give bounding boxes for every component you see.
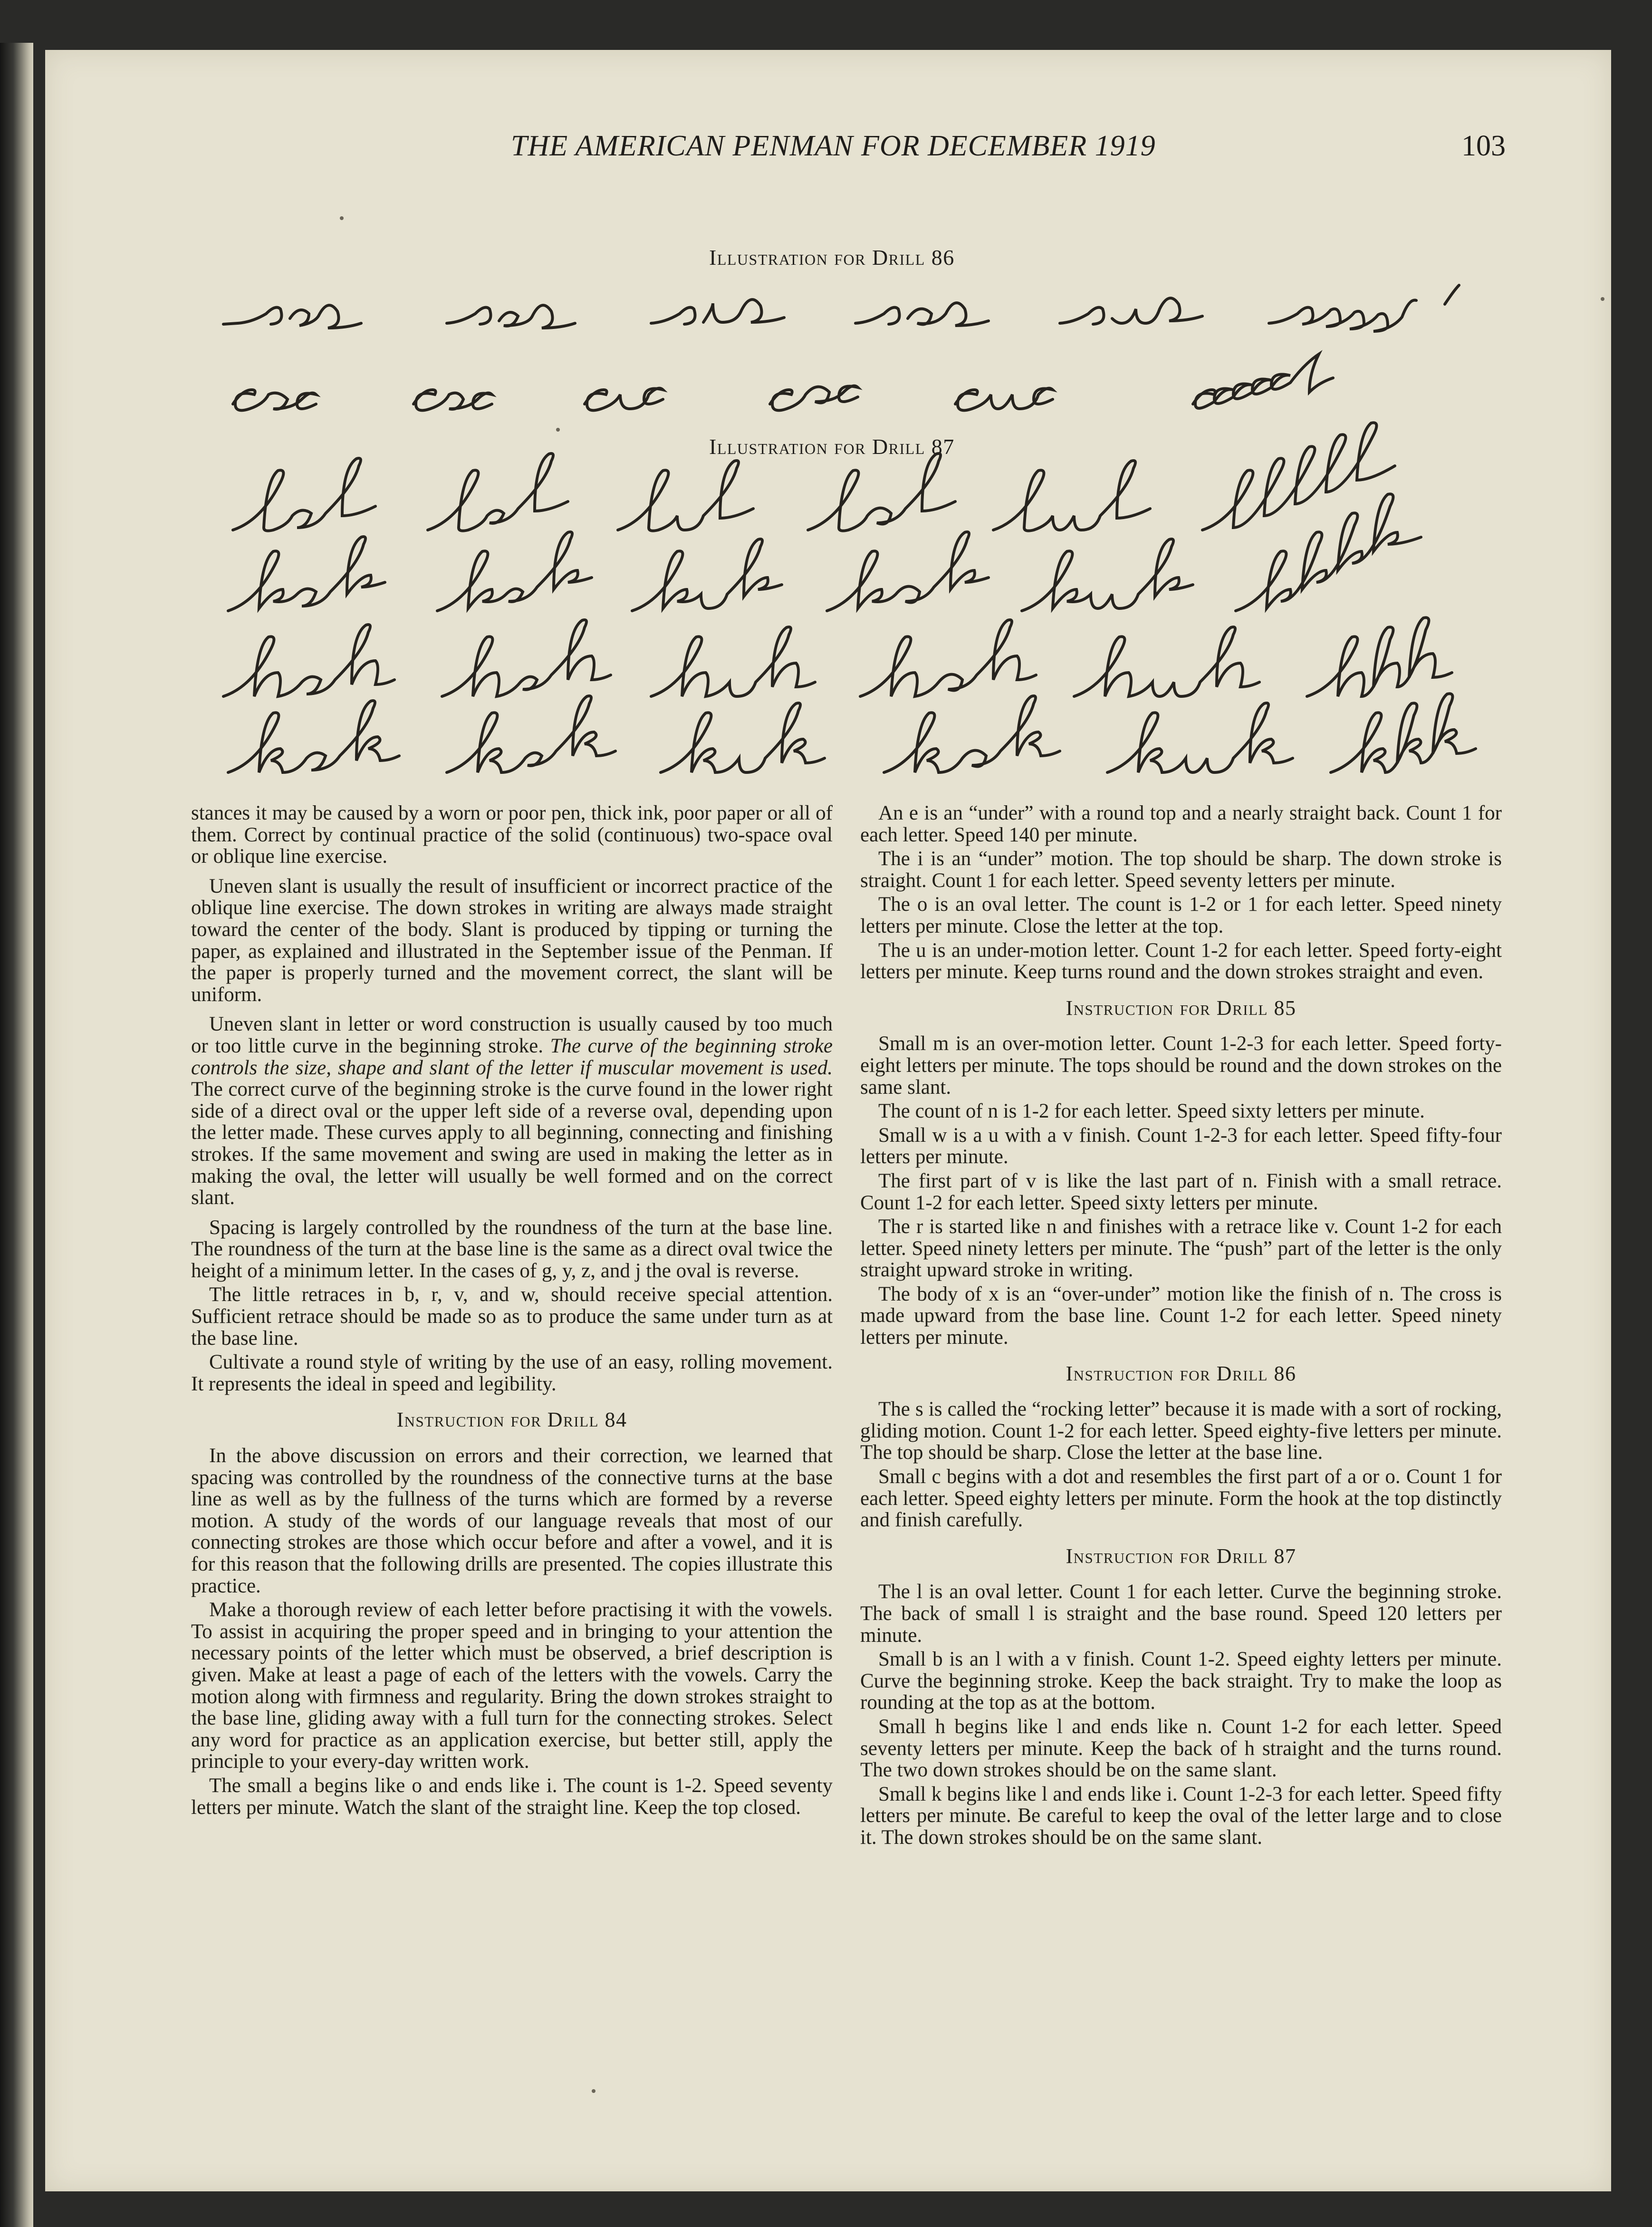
right-paragraph-8: The first part of v is like the last part of n. Finish with a small retrace. Count 1-2 for each letter. Speed sixty letters per minute. [860, 1169, 1502, 1214]
script-row-s-vowels-drawing [223, 280, 1483, 337]
paper-speck [556, 428, 560, 432]
left-paragraph-8: Make a thorough review of each letter before practising it with the vowels. To assist in acquiring the proper speed and in bringing to your attention the necessary points of the letter which must be observed, a brief description is given. Make at least a page of each of the letters with the vowels. Carry the motion along with firmness and regularity. Bring the down strokes straight to the base line, gliding away with a full turn for the connecting strokes. Select any word for practice as an application exercise, but better still, apply the principle to your every-day written work. [191, 1599, 833, 1773]
page-number: 103 [1461, 130, 1506, 162]
illustration-87-heading: Illustration for Drill 87 [709, 434, 955, 459]
instruction-85-heading: Instruction for Drill 85 [1066, 996, 1297, 1020]
right-paragraph-16: Small k begins like l and ends like i. Count 1-2-3 for each letter. Speed fifty letters per minute. Be careful to keep the oval of the letter large and to close it. The down strokes should be on the same slant. [860, 1783, 1502, 1849]
right-paragraph-7: Small w is a u with a v finish. Count 1-2-3 for each letter. Speed fifty-four letters per minute. [860, 1124, 1502, 1168]
right-paragraph-15: Small h begins like l and ends like n. Count 1-2 for each letter. Speed seventy letters per minute. Keep the back of h straight and the turns round. The two down strokes should be on the same slant. [860, 1715, 1502, 1782]
right-paragraph-11: The s is called the “rocking letter” because it is made with a sort of rocking, gliding motion. Count 1-2 for each letter. Speed eighty-five letters per minute. The top should be sharp. Close the letter at the base line. [860, 1398, 1502, 1464]
left-paragraph-2: Uneven slant is usually the result of insufficient or incorrect practice of the oblique line exercise. The down strokes in writing are always made straight toward the center of the body. Slant is produced by tipping or turning the paper, as explained and illustrated in the September issue of the Penman. If the paper is properly turned and the movement correct, the slant will be uniform. [191, 875, 833, 1006]
left-paragraph-6: Cultivate a round style of writing by the use of an easy, rolling movement. It represents the ideal in speed and legibility. [191, 1351, 833, 1395]
left-paragraph-3-emphasis: The curve of the beginning stroke controls the size, shape and slant of the letter if muscular movement is used. [191, 1034, 833, 1079]
instruction-84-heading: Instruction for Drill 84 [396, 1408, 627, 1432]
book-spine [0, 43, 33, 2227]
right-paragraph-4: The u is an under-motion letter. Count 1-2 for each letter. Speed forty-eight letters per minute. Keep turns round and the down strokes straight and even. [860, 939, 1502, 983]
script-row-l-vowels-drawing [223, 463, 1483, 540]
left-paragraph-9: The small a begins like o and ends like i. The count is 1-2. Speed seventy letters per minute. Watch the slant of the straight line. Keep the top closed. [191, 1774, 833, 1819]
right-column [860, 802, 1502, 1851]
script-row-h-vowels-drawing [223, 627, 1483, 704]
script-row-l-vowels [223, 463, 1483, 540]
instruction-86-heading: Instruction for Drill 86 [1066, 1361, 1297, 1385]
right-paragraph-1: An e is an “under” with a round top and a nearly straight back. Count 1 for each letter. Speed 140 per minute. [860, 802, 1502, 846]
right-paragraph-13: The l is an oval letter. Count 1 for each letter. Curve the beginning stroke. The back of small l is straight and the base round. Speed 120 letters per minute. [860, 1581, 1502, 1647]
script-row-c-vowels-drawing [223, 366, 1483, 418]
running-head [0, 129, 1611, 172]
left-paragraph-3-part-a: Uneven slant in letter or word construction is usually caused by too much or too little curve in the beginning stroke. [191, 1013, 833, 1057]
script-row-c-vowels [223, 366, 1483, 418]
right-paragraph-14: Small b is an l with a v finish. Count 1-2. Speed eighty letters per minute. Curve the beginning stroke. Keep the back straight. Try to make the loop as rounding at the top as at the bottom. [860, 1648, 1502, 1714]
left-paragraph-4: Spacing is largely controlled by the roundness of the turn at the base line. The roundness of the turn at the base line is the same as a direct oval twice the height of a minimum letter. In the cases of g, y, z, and j the oval is reverse. [191, 1216, 833, 1282]
right-paragraph-2: The i is an “under” motion. The top should be sharp. The down stroke is straight. Count 1 for each letter. Speed seventy letters per minute. [860, 848, 1502, 892]
right-paragraph-9: The r is started like n and finishes with a retrace like v. Count 1-2 for each letter. Speed ninety letters per minute. The “push” part of the letter is the only straight upward stroke in writing. [860, 1215, 1502, 1282]
left-paragraph-3 [191, 1013, 833, 1208]
right-paragraph-10: The body of x is an “over-under” motion like the finish of n. The cross is made upward from the base line. Count 1-2 for each letter. Speed ninety letters per minute. [860, 1282, 1502, 1349]
right-paragraph-12: Small c begins with a dot and resembles the first part of a or o. Count 1 for each letter. Speed eighty letters per minute. Form the hook at the top distinctly and finish carefully. [860, 1465, 1502, 1532]
left-paragraph-5: The little retraces in b, r, v, and w, should receive special attention. Sufficient retrace should be made so as to produce the same under turn as at the base line. [191, 1283, 833, 1350]
paper-speck [340, 216, 344, 220]
left-paragraph-7: In the above discussion on errors and their correction, we learned that spacing was controlled by the roundness of the connective turns at the base line as well as by the fullness of the turns which are formed by a reverse motion. A study of the words of our language reveals that most of our connecting strokes are those which occur before and after a vowel, and it is for this reason that the following drills are presented. The copies illustrate this practice. [191, 1445, 833, 1597]
script-row-k-vowels [223, 706, 1483, 782]
left-column [191, 802, 833, 1821]
left-paragraph-1: stances it may be caused by a worn or poor pen, thick ink, poor paper or all of them. Correct by continual practice of the solid (continuous) two-space oval or oblique line exercise. [191, 802, 833, 868]
running-title: THE AMERICAN PENMAN FOR DECEMBER 1919 [511, 130, 1156, 162]
illustration-86-heading: Illustration for Drill 86 [709, 245, 955, 270]
script-row-k-vowels-drawing [223, 706, 1483, 782]
script-row-b-vowels [223, 544, 1483, 620]
instruction-87-heading: Instruction for Drill 87 [1066, 1544, 1297, 1568]
paper-speck [592, 2089, 595, 2093]
right-paragraph-3: The o is an oval letter. The count is 1-2 or 1 for each letter. Speed ninety letters per minute. Close the letter at the top. [860, 893, 1502, 937]
script-row-b-vowels-drawing [223, 544, 1483, 620]
right-paragraph-6: The count of n is 1-2 for each letter. Speed sixty letters per minute. [878, 1100, 1425, 1123]
script-row-h-vowels [223, 627, 1483, 704]
paper-speck [1601, 297, 1604, 301]
left-paragraph-3-part-c: The correct curve of the beginning stroke is the curve found in the lower right side of a direct oval or the upper left side of a reverse oval, depending upon the letter made. These curves apply to all beginning, connecting and finishing strokes. If the same movement and swing are used in making the letter as in making the oval, the letter will usually be well formed and on the correct slant. [191, 1078, 833, 1209]
script-row-s-vowels [223, 280, 1483, 337]
right-paragraph-5: Small m is an over-motion letter. Count 1-2-3 for each letter. Speed forty-eight letters per minute. The tops should be round and the down strokes on the same slant. [860, 1032, 1502, 1099]
